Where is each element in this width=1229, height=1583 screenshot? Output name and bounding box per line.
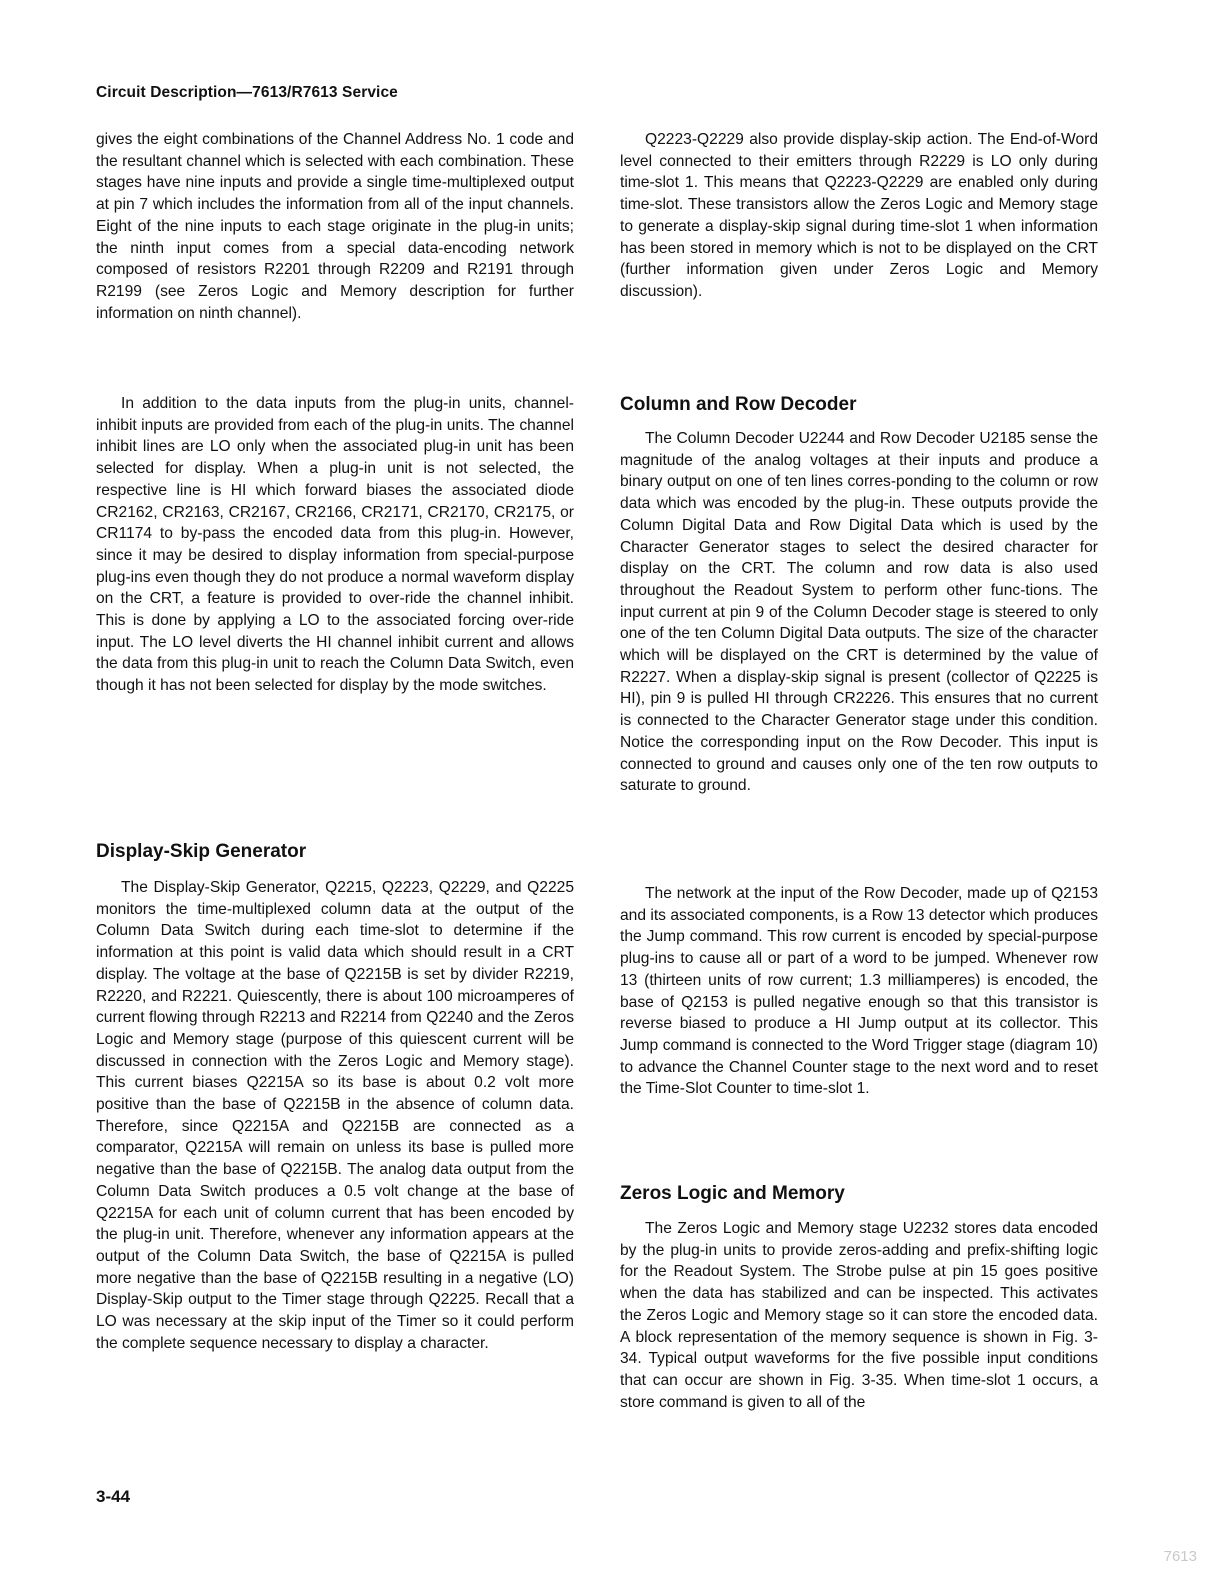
section-heading-display-skip: Display-Skip Generator: [96, 841, 307, 862]
right-paragraph-4: The Zeros Logic and Memory stage U2232 stores data encoded by the plug-in units to provide zeros-adding and prefix-shifting logic for the Readout System. The Strobe pulse at pin 15 goes positive when the data has stabilized and can be inspected. This activates the Zeros Logic and Memory stage so it can store the encoded data. A block representation of the memory sequence is shown in Fig. 3-34. Typical output waveforms for the five possible input conditions that can occur are shown in Fig. 3-35. When time-slot 1 occurs, a store command is given to all of the: [620, 1220, 1098, 1411]
right-paragraph-2: The Column Decoder U2244 and Row Decoder U2185 sense the magnitude of the analog voltages at their inputs and produce a binary output on one of ten lines corres-ponding to the column or row data which was encoded by the plug-in. These outputs provide the Column Digital Data and Row Digital Data which is used by the Character Generator stages to select the desired character for display on the CRT. The column and row data is also used throughout the Readout System to perform other func-tions. The input current at pin 9 of the Column Decoder stage is steered to only one of the ten Column Digital Data outputs. The size of the character which will be displayed on the CRT is determined by the value of R2227. When a display-skip signal is present (collector of Q2225 is HI), pin 9 is pulled HI through CR2226. This ensures that no current is connected to the Character Generator stage under this condition. Notice the corresponding input on the Row Decoder. This input is connected to ground and causes only one of the ten row outputs to saturate to ground.: [620, 430, 1098, 795]
page-number: 3-44: [96, 1487, 131, 1506]
running-header: Circuit Description—7613/R7613 Service: [96, 84, 398, 101]
left-paragraph-3: The Display-Skip Generator, Q2215, Q2223, Q2229, and Q2225 monitors the time-multiplexed column data at the output of the Column Data Switch during each time-slot to determine if the information at this point is valid data which should result in a CRT display. The voltage at the base of Q2215B is set by divider R2219, R2220, and R2221. Quiescently, there is about 100 microamperes of current flowing through R2213 and R2214 from Q2240 and the Zeros Logic and Memory stage (purpose of this quiescent current will be discussed in connection with the Zeros Logic and Memory stage). This current biases Q2215A so its base is about 0.2 volt more positive than the base of Q2215B in the absence of column data. Therefore, since Q2215A and Q2215B are connected as a comparator, Q2215A will remain on unless its base is pulled more negative than the base of Q2215B. The analog data output from the Column Data Switch produces a 0.5 volt change at the base of Q2215A for each unit of column current that has been encoded by the plug-in unit. Therefore, whenever any information appears at the output of the Column Data Switch, the base of Q2215A is pulled more negative than the base of Q2215B resulting in a negative (LO) Display-Skip output to the Timer stage through Q2225. Recall that a LO was necessary at the skip input of the Timer so it could perform the complete sequence necessary to display a character.: [96, 879, 574, 1352]
right-paragraph-3: The network at the input of the Row Decoder, made up of Q2153 and its associated components, is a Row 13 detector which produces the Jump command. This row current is encoded by special-purpose plug-ins to cause all or part of a word to be jumped. Whenever row 13 (thirteen units of row current; 1.3 milliamperes) is encoded, the base of Q2153 is pulled negative enough so that this transistor is reverse biased to produce a HI Jump output at its collector. This Jump command is connected to the Word Trigger stage (diagram 10) to advance the Channel Counter stage to the next word and to reset the Time-Slot Counter to time-slot 1.: [620, 885, 1098, 1098]
section-heading-zeros-logic: Zeros Logic and Memory: [620, 1183, 845, 1204]
column-row-decoder-section: [620, 393, 1098, 417]
left-paragraph-1: gives the eight combinations of the Channel Address No. 1 code and the resultant channel which is selected with each combination. These stages have nine inputs and provide a single time-multiplexed output at pin 7 which includes the information from all of the input channels. Eight of the nine inputs to each stage originate in the plug-in units; the ninth input comes from a special data-encoding network composed of resistors R2201 through R2209 and R2191 through R2199 (see Zeros Logic and Memory description for further information on ninth channel).: [96, 131, 574, 322]
right-paragraph-1: Q2223-Q2229 also provide display-skip action. The End-of-Word level connected to their emitters through R2229 is LO only during time-slot 1. This means that Q2223-Q2229 are enabled only during time-slot. These transistors allow the Zeros Logic and Memory stage to generate a display-skip signal during time-slot 1 when information has been stored in memory which is not to be displayed on the CRT (further information given under Zeros Logic and Memory discussion).: [620, 131, 1098, 300]
section-heading-column-row-decoder: Column and Row Decoder: [620, 394, 857, 415]
display-skip-generator-section: [96, 840, 574, 864]
zeros-logic-memory-section: [620, 1182, 1098, 1206]
document-id-watermark: 7613: [1163, 1548, 1197, 1565]
left-paragraph-2: In addition to the data inputs from the plug-in units, channel-inhibit inputs are provided from each of the plug-in units. The channel inhibit lines are LO only when the associated plug-in unit has been selected for display. When a plug-in unit is not selected, the respective line is HI which forward biases the associated diode CR2162, CR2163, CR2167, CR2166, CR2171, CR2170, CR2175, or CR1174 to by-pass the encoded data from this plug-in. However, since it may be desired to display information from special-purpose plug-ins even though they do not produce a normal waveform display on the CRT, a feature is provided to over-ride the channel inhibit. This is done by applying a LO to the associated forcing over-ride input. The LO level diverts the HI channel inhibit current and allows the data from this plug-in unit to reach the Column Data Switch, even though it has not been selected for display by the mode switches.: [96, 395, 574, 695]
